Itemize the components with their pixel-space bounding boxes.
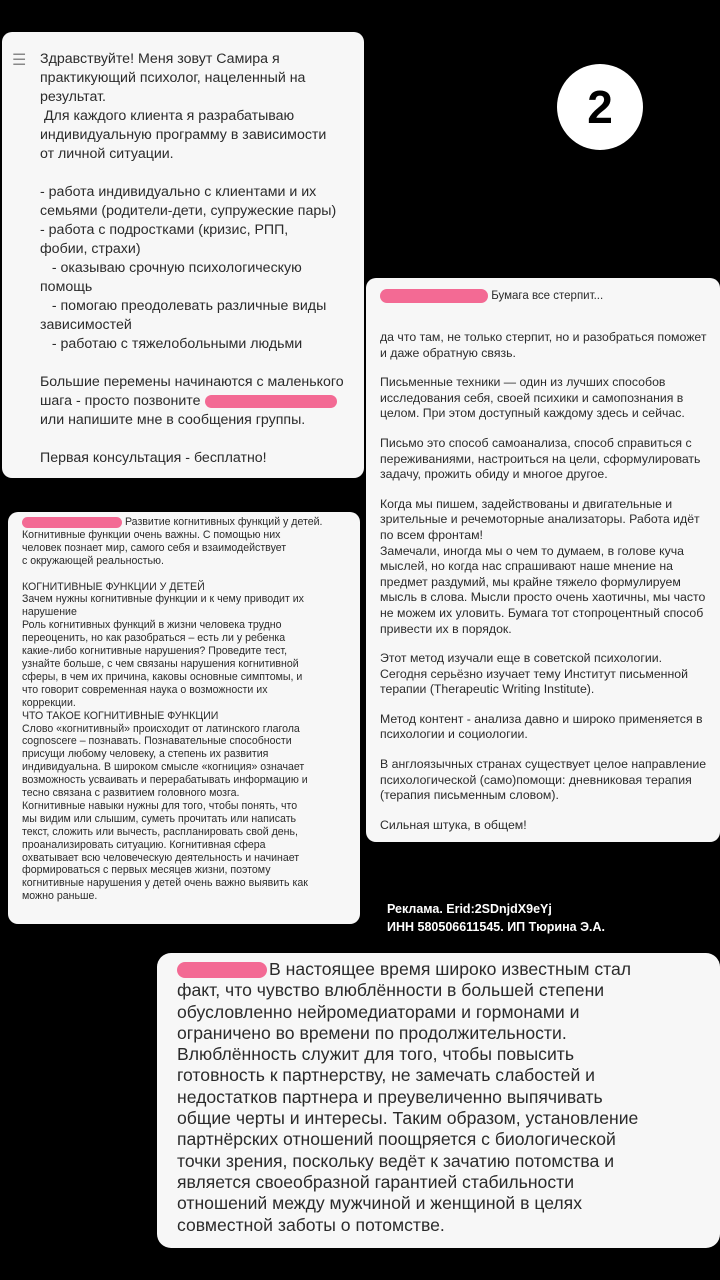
- text-line: практикующий психолог, нацеленный на: [40, 70, 306, 86]
- post-body: Когнитивные функции очень важны. С помощью них человек познает мир, самого себя и взаимодействует с окружающей реальностью. КОГНИТИВНЫЕ ФУНКЦИИ У ДЕТЕЙ Зачем нужны когнитивные функции и к чему приводит их нарушение Роль когнитивных функций в жизни человека трудно переоценить, но как разобраться – есть ли у ребенка какие-либо когнитивные нарушения? Проведите тест, узнайте больше, с чем связаны нарушения когнитивной сферы, в чем их причина, каковы основные симптомы, и что говорит современная наука о возможности их коррекции. ЧТО ТАКОЕ КОГНИТИВНЫЕ ФУНКЦИИ Слово «когнитивный» происходит от латинского глагола cognoscere – познавать. Познавательные способности присущи любому человеку, а степень их развития индивидуальна. В широком смысле «когниция» означает возможность усваивать и перерабатывать информацию и тесно связана с развитием головного мозга. Когнитивные навыки нужны для того, чтобы понять, что мы видим или слышим, суметь прочитать или написать текст, сложить или вычесть, распланировать свой день, проанализировать ситуацию. Когнитивная сфера охватывает всю человеческую деятельность и начинает формироваться с первых месяцев жизни, поэтому когнитивные нарушения у детей очень важно выявить как можно раньше.: [22, 528, 308, 903]
- text-line: зависимостей: [40, 317, 132, 333]
- text-line: или напишите мне в сообщения группы.: [40, 412, 306, 428]
- ad-disclaimer: [387, 900, 605, 936]
- post-title: Развитие когнитивных функций у детей.: [124, 516, 323, 528]
- paragraph: Сильная штука, в общем!: [380, 817, 527, 832]
- redacted-author: [22, 517, 122, 528]
- post-card-love: [157, 953, 720, 1248]
- post-text: [22, 516, 352, 903]
- text-line: Для каждого клиента я разрабатываю: [40, 108, 295, 124]
- paragraph: Когда мы пишем, задействованы и двигательные и зрительные и речемоторные анализаторы. Работа идёт по всем фронтам! Замечали, иногда мы о чем то думаем, в голове куча мыслей, но когда нас спрашивают наше мнение на предмет раздумий, мы крайне тяжело формулируем мысль в слова. Мысли просто очень хаотичны, мы часто не можем их уловить. Бумага тот стопроцентный способ привести их в порядок.: [380, 496, 706, 636]
- post-text: [380, 330, 720, 833]
- ad-inn: ИНН 580506611545. ИП Тюрина Э.А.: [387, 920, 605, 934]
- post-text: [177, 959, 706, 1236]
- paragraph: Метод контент - анализа давно и широко применяется в психологии и социологии.: [380, 711, 703, 742]
- text-line: фобии, страхи): [40, 241, 141, 257]
- text-line: помощь: [40, 279, 93, 295]
- text-line: - работа с подростками (кризис, РПП,: [40, 222, 289, 238]
- redacted-phone: [205, 395, 337, 408]
- post-card-writing: [366, 278, 720, 842]
- post-header: [380, 286, 720, 306]
- text-line: результат.: [40, 89, 106, 105]
- text-line: от личной ситуации.: [40, 146, 174, 162]
- text-line: Первая консультация - бесплатно!: [40, 450, 267, 466]
- paragraph: Этот метод изучали еще в советской психологии. Сегодня серьёзно изучает тему Институт письменной терапии (Therapeutic Writing Institute).: [380, 651, 688, 697]
- redacted-author: [380, 289, 488, 303]
- post-card-psychologist: [2, 32, 364, 478]
- post-title: Бумага все стерпит...: [491, 290, 604, 302]
- post-body: В настоящее время широко известным стал факт, что чувство влюблённости в большей степени обусловленно нейромедиаторами и гормонами и ограниченo во времени по продолжительности. Влюблённость служит для того, чтобы повысить готовность к партнерству, не замечать слабостей и недостатков партнера и преувеличенно выпячивать общие черты и интересы. Таким образом, установление партнёрских отношений поощряется с биологической точки зрения, поскольку ведёт к зачатию потомства и является своеобразной гарантией стабильности отношений между мужчиной и женщиной в целях совместной заботы о потомстве.: [177, 959, 639, 1235]
- text-line: семьями (родители-дети, супружеские пары): [40, 203, 337, 219]
- ad-erid: Реклама. Erid:2SDnjdX9eYj: [387, 902, 552, 916]
- text-line: - оказываю срочную психологическую: [40, 260, 302, 276]
- slide-number-badge: 2: [557, 64, 643, 150]
- post-text: [40, 50, 350, 468]
- paragraph: да что там, не только стерпит, но и разобраться поможет и даже обратную связь.: [380, 330, 707, 360]
- text-line: Здравствуйте! Меня зовут Самира я: [40, 51, 280, 67]
- text-line: - работаю с тяжелобольными людьми: [40, 336, 303, 352]
- text-line: Большие перемены начинаются с маленького: [40, 374, 344, 390]
- menu-icon[interactable]: ☰: [12, 52, 27, 69]
- paragraph: Письменные техники — один из лучших способов исследования себя, своей психики и самопознания в целом. При этом доступный каждому здесь и сейчас.: [380, 375, 685, 421]
- text-line: - работа индивидуально с клиентами и их: [40, 184, 317, 200]
- text-line: шага - просто позвоните: [40, 392, 350, 411]
- post-card-cognitive: [8, 512, 360, 924]
- paragraph: Письмо это способ самоанализа, способ справиться с переживаниями, настроиться на цели, сформулировать задачу, прожить обиду и многое другое.: [380, 435, 701, 482]
- paragraph: В англоязычных странах существует целое направление психологической (само)помощи: дневниковая терапия (терапия письменным словом).: [380, 757, 707, 803]
- text-line: индивидуальную программу в зависимости: [40, 127, 327, 143]
- text-line: - помогаю преодолевать различные виды: [40, 298, 327, 314]
- redacted-author: [177, 962, 267, 978]
